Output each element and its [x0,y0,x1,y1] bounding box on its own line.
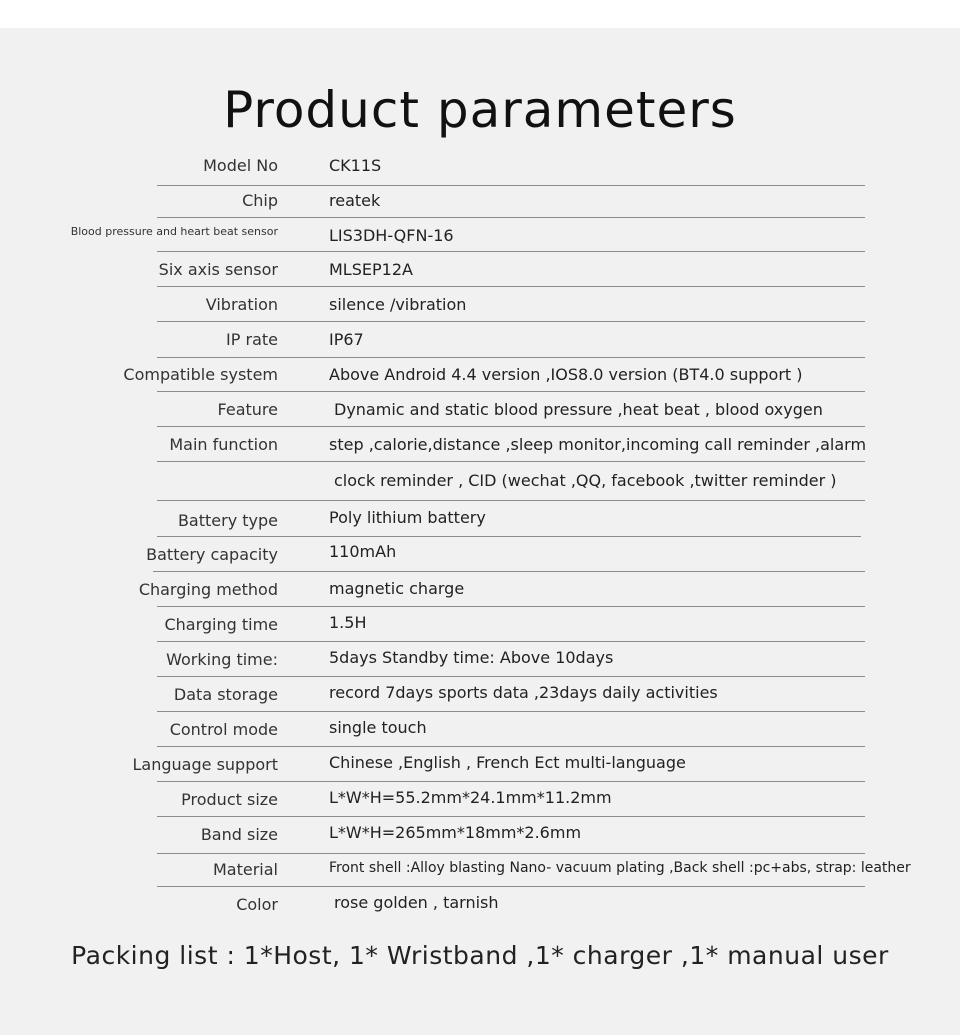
row-label: Chip [242,191,278,210]
row-divider [157,357,865,358]
row-value: MLSEP12A [329,260,413,279]
row-divider [157,746,865,747]
table-row [0,152,960,180]
row-label: Vibration [205,295,278,314]
row-label: Compatible system [123,365,278,384]
row-value: rose golden , tarnish [334,893,499,912]
row-value: 1.5H [329,613,367,632]
row-label: Working time: [166,650,278,669]
row-divider [157,641,865,642]
row-label: Six axis sensor [158,260,278,279]
row-divider [157,391,865,392]
table-row [0,891,960,919]
row-value: Front shell :Alloy blasting Nano- vacuum plating ,Back shell :pc+abs, strap: leather [329,860,911,876]
row-divider [157,426,865,427]
table-row [0,751,960,779]
row-divider [157,676,865,677]
row-label: Color [236,895,278,914]
table-row [0,576,960,604]
row-label: Product size [181,790,278,809]
row-value: Dynamic and static blood pressure ,heat beat , blood oxygen [334,400,823,419]
row-value: reatek [329,191,381,210]
table-row [0,611,960,639]
row-label: Battery type [177,511,278,530]
row-value: Above Android 4.4 version ,IOS8.0 version (BT4.0 support ) [329,365,803,384]
row-label: Model No [203,156,278,175]
row-value: 5days Standby time: Above 10days [329,648,614,667]
row-label: Language support [132,755,278,774]
row-value: record 7days sports data ,23days daily activities [329,683,718,702]
table-row [0,646,960,674]
row-value: silence /vibration [329,295,467,314]
row-label: Control mode [169,720,278,739]
row-divider [157,321,865,322]
row-divider [157,251,865,252]
table-row [0,256,960,284]
table-row [0,396,960,424]
row-value: Chinese ,English , French Ect multi-language [329,753,686,772]
row-divider [157,886,865,887]
table-row [0,220,960,248]
row-value: IP67 [329,330,364,349]
row-divider [157,500,865,501]
table-row [0,541,960,569]
row-value: clock reminder , CID (wechat ,QQ, facebook ,twitter reminder ) [334,471,837,490]
row-divider [153,571,865,572]
row-label: Blood pressure and heart beat sensor [70,225,278,238]
table-row [0,326,960,354]
row-label: Band size [200,825,278,844]
row-label: Charging time [164,615,278,634]
table-row [0,291,960,319]
row-label: Material [213,860,278,879]
row-divider [157,606,865,607]
row-divider [157,711,865,712]
table-row [0,187,960,215]
row-divider [157,286,865,287]
packing-list: Packing list : 1*Host, 1* Wristband ,1* charger ,1* manual user [71,941,889,970]
row-value: 110mAh [329,542,397,561]
row-label: IP rate [226,330,278,349]
row-value: step ,calorie,distance ,sleep monitor,incoming call reminder ,alarm [329,435,867,454]
table-row [0,506,960,534]
row-value: LIS3DH-QFN-16 [329,226,454,245]
table-row [0,467,960,495]
row-value: L*W*H=55.2mm*24.1mm*11.2mm [329,788,612,807]
table-row [0,716,960,744]
row-label: Feature [217,400,278,419]
table-row [0,361,960,389]
row-value: CK11S [329,156,382,175]
row-divider [157,461,865,462]
row-label: Battery capacity [146,545,278,564]
row-divider [157,185,865,186]
row-value: Poly lithium battery [329,508,486,527]
row-value: single touch [329,718,427,737]
row-label: Main function [169,435,278,454]
table-row [0,821,960,849]
row-label: Charging method [138,580,278,599]
row-label: Data storage [173,685,278,704]
table-row [0,856,960,884]
row-value: L*W*H=265mm*18mm*2.6mm [329,823,582,842]
row-divider [157,781,865,782]
table-row [0,431,960,459]
table-row [0,786,960,814]
page-title: Product parameters [223,81,737,139]
row-divider [157,536,861,537]
row-value: magnetic charge [329,579,465,598]
row-divider [157,816,865,817]
table-row [0,681,960,709]
